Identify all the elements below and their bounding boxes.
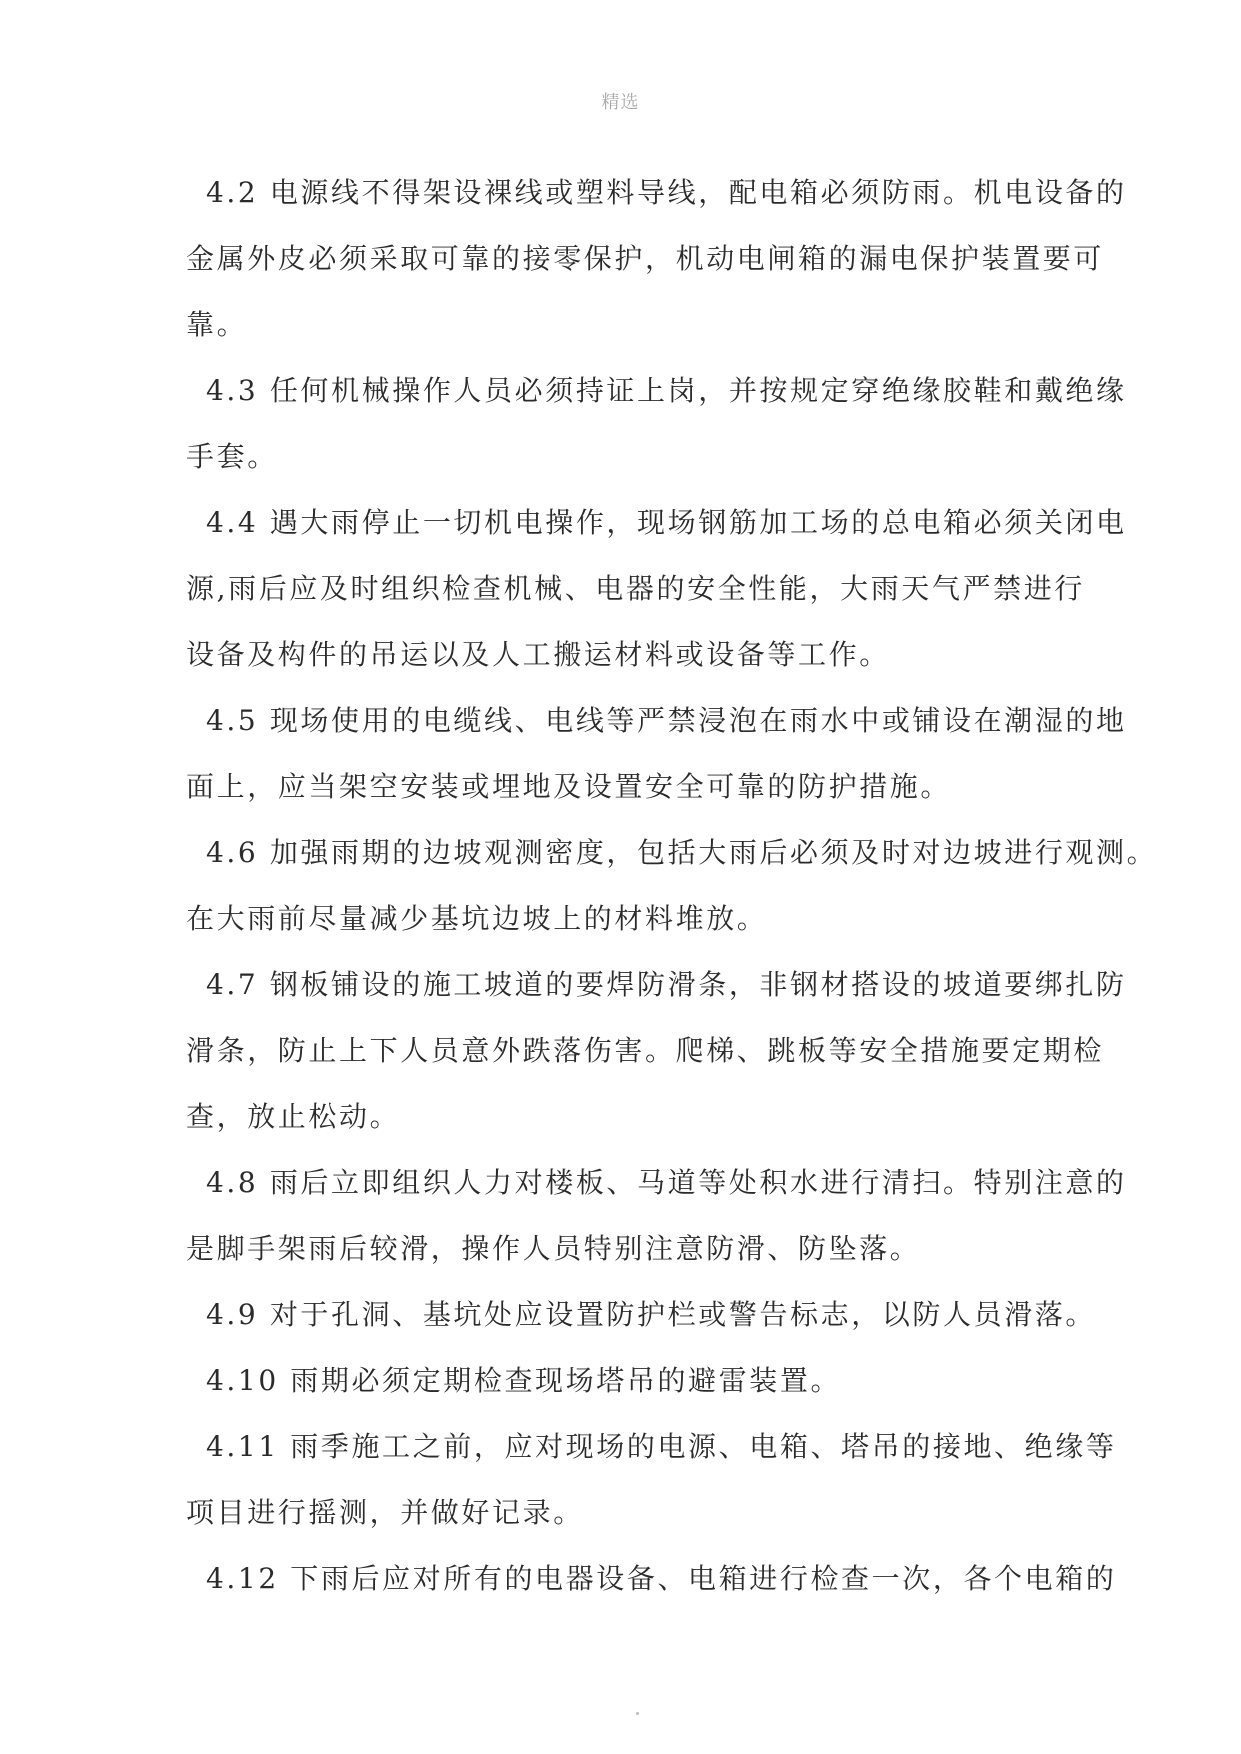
paragraph-4-4-line-3: 设备及构件的吊运以及人工搬运材料或设备等工作。: [186, 638, 890, 671]
paragraph-4-2-line-2: 金属外皮必须采取可靠的接零保护，机动电闸箱的漏电保护装置要可: [186, 242, 1105, 275]
paragraph-4-9-line-1: 4.9 对于孔洞、基坑处应设置防护栏或警告标志，以防人员滑落。: [206, 1298, 1097, 1331]
paragraph-4-5-line-2: 面上，应当架空安装或埋地及设置安全可靠的防护措施。: [186, 770, 952, 803]
paragraph-4-6-line-2: 在大雨前尽量减少基坑边坡上的材料堆放。: [186, 902, 768, 935]
paragraph-4-4-line-1: 4.4 遇大雨停止一切机电操作，现场钢筋加工场的总电箱必须关闭电: [206, 506, 1127, 539]
paragraph-4-11-line-1: 4.11 雨季施工之前，应对现场的电源、电箱、塔吊的接地、绝缘等: [206, 1430, 1117, 1463]
paragraph-4-5-line-1: 4.5 现场使用的电缆线、电线等严禁浸泡在雨水中或铺设在潮湿的地: [206, 704, 1127, 737]
paragraph-4-7-line-3: 查，放止松动。: [186, 1100, 401, 1133]
footer-dot: [636, 1712, 639, 1715]
paragraph-4-10-line-1: 4.10 雨期必须定期检查现场塔吊的避雷装置。: [206, 1364, 842, 1397]
paragraph-4-8-line-2: 是脚手架雨后较滑，操作人员特别注意防滑、防坠落。: [186, 1232, 921, 1265]
paragraph-4-6-line-1: 4.6 加强雨期的边坡观测密度，包括大雨后必须及时对边坡进行观测。: [206, 836, 1158, 869]
paragraph-4-12-line-1: 4.12 下雨后应对所有的电器设备、电箱进行检查一次，各个电箱的: [206, 1562, 1117, 1595]
paragraph-4-2-line-3: 靠。: [186, 308, 248, 341]
paragraph-4-3-line-2: 手套。: [186, 440, 278, 473]
paragraph-4-7-line-1: 4.7 钢板铺设的施工坡道的要焊防滑条，非钢材搭设的坡道要绑扎防: [206, 968, 1127, 1001]
paragraph-4-2-line-1: 4.2 电源线不得架设裸线或塑料导线，配电箱必须防雨。机电设备的: [206, 176, 1127, 209]
paragraph-4-7-line-2: 滑条，防止上下人员意外跌落伤害。爬梯、跳板等安全措施要定期检: [186, 1034, 1105, 1067]
paragraph-4-11-line-2: 项目进行摇测，并做好记录。: [186, 1496, 584, 1529]
paragraph-4-8-line-1: 4.8 雨后立即组织人力对楼板、马道等处积水进行清扫。特别注意的: [206, 1166, 1127, 1199]
paragraph-4-4-line-2: 源,雨后应及时组织检查机械、电器的安全性能，大雨天气严禁进行: [186, 572, 1085, 605]
page-header-label: 精选: [601, 92, 640, 113]
document-body: [186, 160, 1158, 1612]
paragraph-4-3-line-1: 4.3 任何机械操作人员必须持证上岗，并按规定穿绝缘胶鞋和戴绝缘: [206, 374, 1127, 407]
